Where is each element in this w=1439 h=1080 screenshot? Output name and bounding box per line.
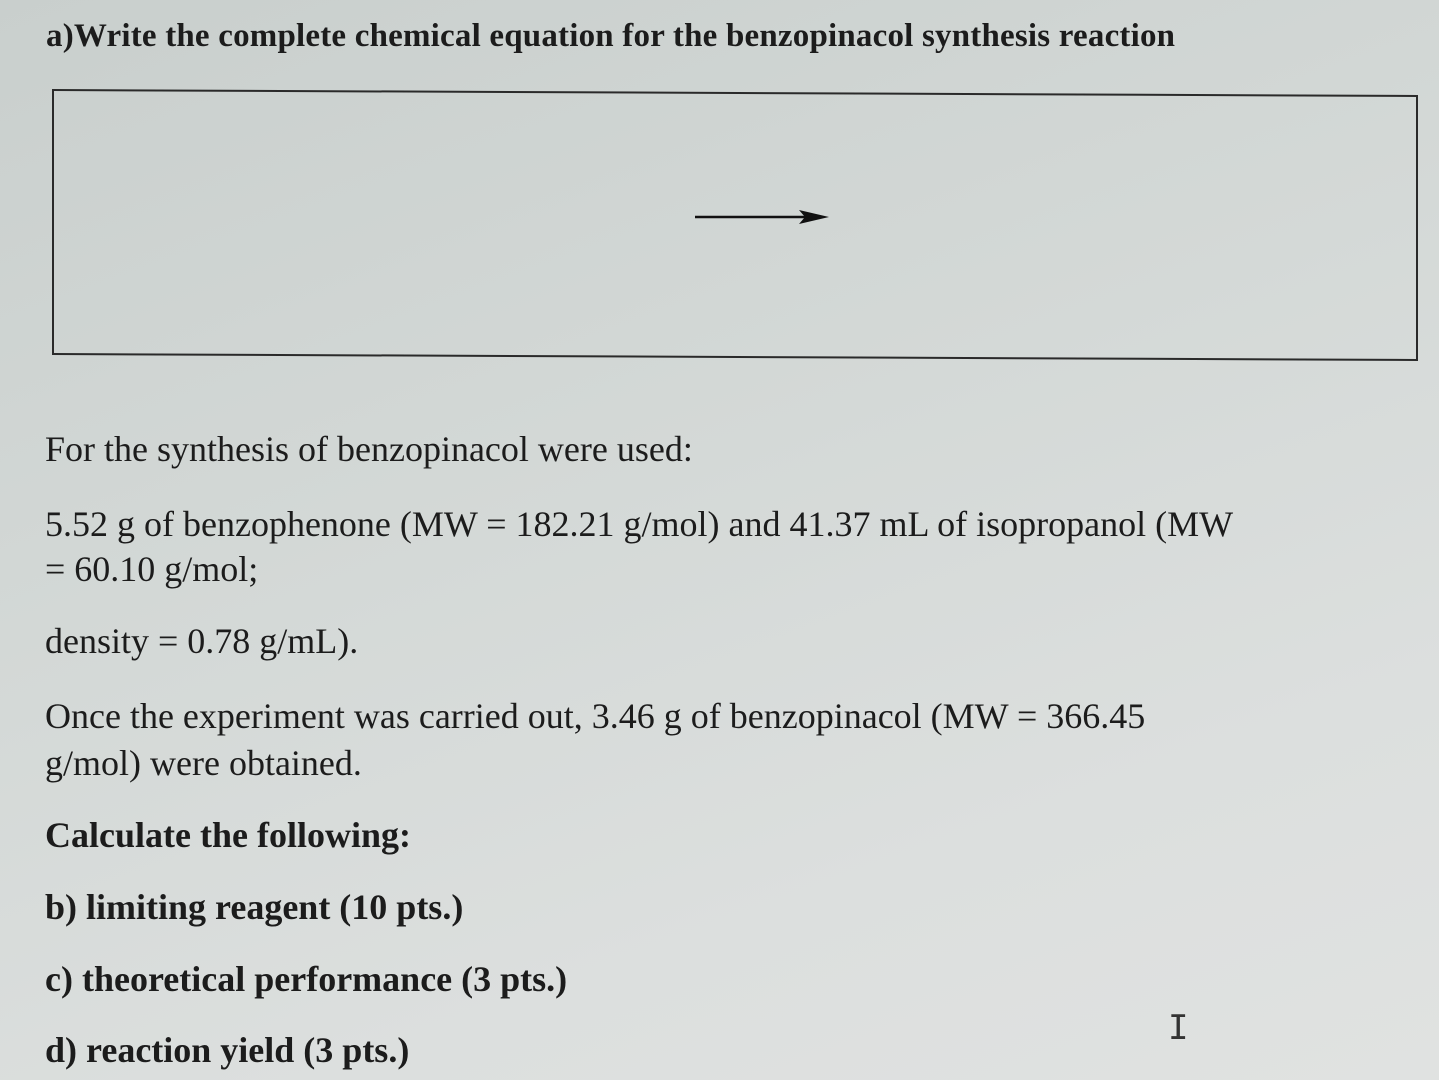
question-a: a)Write the complete chemical equation for the benzopinacol synthesis reaction xyxy=(46,18,1176,54)
text-cursor-icon: I xyxy=(1168,1008,1189,1048)
question-d: d) reaction yield (3 pts.) xyxy=(45,1030,410,1070)
reagents-line-3: density = 0.78 g/mL). xyxy=(45,621,359,661)
result-line-2: g/mol) were obtained. xyxy=(45,743,362,783)
reagents-line-2: = 60.10 g/mol; xyxy=(45,549,259,589)
reagents-line-1: 5.52 g of benzophenone (MW = 182.21 g/mol) and 41.37 mL of isopropanol (MW xyxy=(45,504,1234,544)
result-line-1: Once the experiment was carried out, 3.46 g of benzopinacol (MW = 366.45 xyxy=(45,696,1146,736)
question-c: c) theoretical performance (3 pts.) xyxy=(45,959,568,999)
calculate-heading: Calculate the following: xyxy=(45,815,411,855)
intro-text: For the synthesis of benzopinacol were used: xyxy=(45,429,693,469)
right-arrow-icon xyxy=(695,206,831,228)
question-b: b) limiting reagent (10 pts.) xyxy=(45,887,464,927)
